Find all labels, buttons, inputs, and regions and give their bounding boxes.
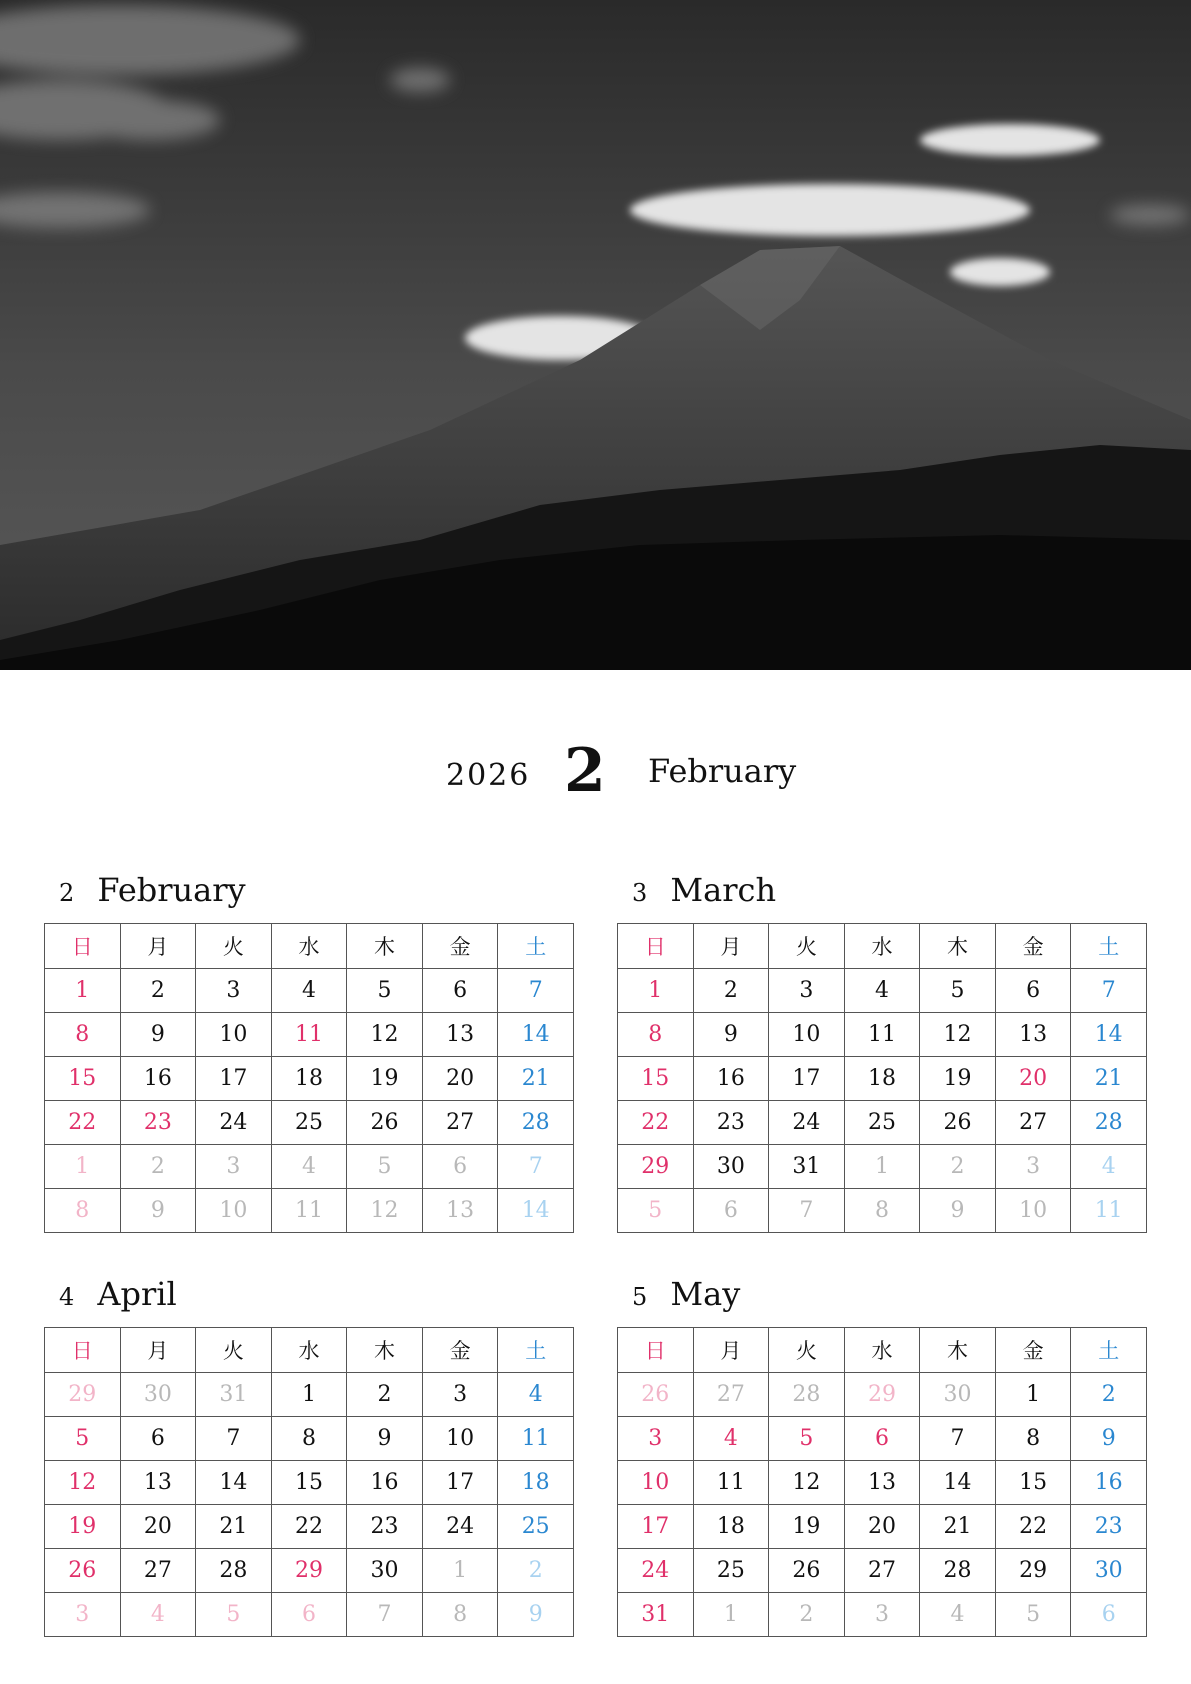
calendar-grid <box>44 923 574 1233</box>
day-cell: 11 <box>693 1461 769 1505</box>
day-cell: 6 <box>995 969 1071 1013</box>
calendar-may <box>617 1275 1147 1637</box>
calendar-month-number: 5 <box>632 1283 648 1311</box>
day-cell: 8 <box>45 1189 121 1233</box>
day-cell: 6 <box>1071 1593 1147 1637</box>
day-cell: 4 <box>498 1373 574 1417</box>
weekday-header: 土 <box>1071 1328 1147 1373</box>
weekday-header: 月 <box>120 924 196 969</box>
day-cell: 8 <box>618 1013 694 1057</box>
day-cell: 24 <box>196 1101 272 1145</box>
day-cell: 10 <box>618 1461 694 1505</box>
day-cell: 5 <box>618 1189 694 1233</box>
calendar-april <box>44 1275 574 1637</box>
day-cell: 4 <box>271 969 347 1013</box>
day-cell: 1 <box>45 969 121 1013</box>
week-row <box>45 1013 574 1057</box>
day-cell: 12 <box>920 1013 996 1057</box>
day-cell: 9 <box>693 1013 769 1057</box>
day-cell: 5 <box>347 1145 423 1189</box>
header-month-number: 2 <box>564 736 606 806</box>
day-cell: 26 <box>347 1101 423 1145</box>
day-cell: 7 <box>1071 969 1147 1013</box>
day-cell: 28 <box>769 1373 845 1417</box>
day-cell: 12 <box>347 1013 423 1057</box>
day-cell: 6 <box>271 1593 347 1637</box>
day-cell: 2 <box>1071 1373 1147 1417</box>
day-cell: 6 <box>422 969 498 1013</box>
day-cell: 10 <box>196 1013 272 1057</box>
day-cell: 5 <box>920 969 996 1013</box>
day-cell: 14 <box>498 1013 574 1057</box>
weekday-header-row <box>618 1328 1147 1373</box>
day-cell: 24 <box>618 1549 694 1593</box>
week-row <box>618 1013 1147 1057</box>
day-cell: 1 <box>45 1145 121 1189</box>
day-cell: 18 <box>498 1461 574 1505</box>
day-cell: 27 <box>844 1549 920 1593</box>
day-cell: 15 <box>45 1057 121 1101</box>
day-cell: 18 <box>844 1057 920 1101</box>
calendar-month-name: March <box>670 871 777 909</box>
day-cell: 15 <box>995 1461 1071 1505</box>
day-cell: 3 <box>769 969 845 1013</box>
week-row <box>45 1505 574 1549</box>
calendar-grid <box>617 923 1147 1233</box>
day-cell: 21 <box>1071 1057 1147 1101</box>
week-row <box>45 1461 574 1505</box>
week-row <box>618 1145 1147 1189</box>
week-row <box>618 1417 1147 1461</box>
day-cell: 13 <box>120 1461 196 1505</box>
week-row <box>45 1057 574 1101</box>
day-cell: 10 <box>995 1189 1071 1233</box>
week-row <box>45 1101 574 1145</box>
weekday-header: 火 <box>196 1328 272 1373</box>
weekday-header: 土 <box>498 924 574 969</box>
week-row <box>618 1057 1147 1101</box>
day-cell: 5 <box>995 1593 1071 1637</box>
day-cell: 22 <box>618 1101 694 1145</box>
day-cell: 11 <box>271 1189 347 1233</box>
day-cell: 25 <box>693 1549 769 1593</box>
day-cell: 7 <box>920 1417 996 1461</box>
day-cell: 8 <box>271 1417 347 1461</box>
week-row <box>45 1417 574 1461</box>
week-row <box>45 1593 574 1637</box>
day-cell: 29 <box>271 1549 347 1593</box>
day-cell: 2 <box>498 1549 574 1593</box>
day-cell: 10 <box>769 1013 845 1057</box>
calendar-month-number: 4 <box>59 1283 75 1311</box>
week-row <box>618 1101 1147 1145</box>
day-cell: 8 <box>844 1189 920 1233</box>
day-cell: 3 <box>618 1417 694 1461</box>
day-cell: 6 <box>120 1417 196 1461</box>
week-row <box>618 1593 1147 1637</box>
day-cell: 20 <box>844 1505 920 1549</box>
week-row <box>45 1189 574 1233</box>
day-cell: 29 <box>45 1373 121 1417</box>
day-cell: 5 <box>347 969 423 1013</box>
day-cell: 30 <box>1071 1549 1147 1593</box>
day-cell: 4 <box>271 1145 347 1189</box>
calendar-month-number: 3 <box>632 879 648 907</box>
day-cell: 23 <box>120 1101 196 1145</box>
day-cell: 28 <box>196 1549 272 1593</box>
weekday-header: 金 <box>422 924 498 969</box>
weekday-header: 日 <box>618 924 694 969</box>
day-cell: 14 <box>920 1461 996 1505</box>
day-cell: 7 <box>769 1189 845 1233</box>
day-cell: 4 <box>693 1417 769 1461</box>
day-cell: 3 <box>422 1373 498 1417</box>
day-cell: 5 <box>45 1417 121 1461</box>
day-cell: 5 <box>769 1417 845 1461</box>
day-cell: 23 <box>693 1101 769 1145</box>
day-cell: 27 <box>693 1373 769 1417</box>
day-cell: 20 <box>422 1057 498 1101</box>
weekday-header: 水 <box>844 924 920 969</box>
week-row <box>618 1189 1147 1233</box>
day-cell: 26 <box>618 1373 694 1417</box>
day-cell: 26 <box>45 1549 121 1593</box>
day-cell: 9 <box>1071 1417 1147 1461</box>
weekday-header: 火 <box>769 1328 845 1373</box>
day-cell: 20 <box>995 1057 1071 1101</box>
day-cell: 7 <box>498 1145 574 1189</box>
day-cell: 31 <box>196 1373 272 1417</box>
calendar-title <box>632 1275 740 1315</box>
day-cell: 4 <box>120 1593 196 1637</box>
week-row <box>45 1373 574 1417</box>
weekday-header: 水 <box>844 1328 920 1373</box>
day-cell: 7 <box>347 1593 423 1637</box>
weekday-header: 日 <box>45 924 121 969</box>
calendar-header <box>0 736 1191 810</box>
calendar-month-number: 2 <box>59 879 75 907</box>
day-cell: 27 <box>995 1101 1071 1145</box>
day-cell: 9 <box>120 1189 196 1233</box>
week-row <box>45 1549 574 1593</box>
day-cell: 31 <box>618 1593 694 1637</box>
day-cell: 19 <box>769 1505 845 1549</box>
day-cell: 30 <box>120 1373 196 1417</box>
day-cell: 16 <box>1071 1461 1147 1505</box>
day-cell: 23 <box>1071 1505 1147 1549</box>
day-cell: 2 <box>347 1373 423 1417</box>
day-cell: 2 <box>120 1145 196 1189</box>
day-cell: 27 <box>422 1101 498 1145</box>
day-cell: 2 <box>769 1593 845 1637</box>
day-cell: 22 <box>45 1101 121 1145</box>
day-cell: 25 <box>844 1101 920 1145</box>
day-cell: 20 <box>120 1505 196 1549</box>
day-cell: 26 <box>920 1101 996 1145</box>
calendar-february <box>44 871 574 1233</box>
day-cell: 1 <box>422 1549 498 1593</box>
day-cell: 26 <box>769 1549 845 1593</box>
day-cell: 13 <box>995 1013 1071 1057</box>
day-cell: 11 <box>1071 1189 1147 1233</box>
weekday-header: 日 <box>618 1328 694 1373</box>
day-cell: 11 <box>844 1013 920 1057</box>
day-cell: 14 <box>1071 1013 1147 1057</box>
day-cell: 1 <box>618 969 694 1013</box>
day-cell: 14 <box>498 1189 574 1233</box>
day-cell: 16 <box>120 1057 196 1101</box>
day-cell: 8 <box>995 1417 1071 1461</box>
day-cell: 13 <box>422 1189 498 1233</box>
weekday-header: 金 <box>422 1328 498 1373</box>
day-cell: 21 <box>196 1505 272 1549</box>
day-cell: 3 <box>196 1145 272 1189</box>
day-cell: 13 <box>422 1013 498 1057</box>
day-cell: 4 <box>844 969 920 1013</box>
day-cell: 1 <box>693 1593 769 1637</box>
day-cell: 19 <box>347 1057 423 1101</box>
day-cell: 24 <box>422 1505 498 1549</box>
week-row <box>618 1461 1147 1505</box>
day-cell: 29 <box>844 1373 920 1417</box>
weekday-header: 木 <box>920 1328 996 1373</box>
weekday-header: 月 <box>120 1328 196 1373</box>
day-cell: 30 <box>693 1145 769 1189</box>
calendar-month-name: April <box>97 1275 177 1313</box>
day-cell: 11 <box>498 1417 574 1461</box>
weekday-header: 土 <box>498 1328 574 1373</box>
day-cell: 24 <box>769 1101 845 1145</box>
weekday-header: 金 <box>995 924 1071 969</box>
day-cell: 3 <box>196 969 272 1013</box>
weekday-header: 木 <box>920 924 996 969</box>
week-row <box>45 1145 574 1189</box>
day-cell: 22 <box>271 1505 347 1549</box>
calendar-title <box>59 871 246 911</box>
weekday-header: 木 <box>347 1328 423 1373</box>
calendar-grid <box>44 1327 574 1637</box>
day-cell: 18 <box>693 1505 769 1549</box>
weekday-header-row <box>45 1328 574 1373</box>
day-cell: 4 <box>1071 1145 1147 1189</box>
calendar-march <box>617 871 1147 1233</box>
week-row <box>618 1373 1147 1417</box>
weekday-header: 水 <box>271 1328 347 1373</box>
day-cell: 27 <box>120 1549 196 1593</box>
weekday-header: 土 <box>1071 924 1147 969</box>
day-cell: 15 <box>271 1461 347 1505</box>
day-cell: 22 <box>995 1505 1071 1549</box>
weekday-header: 月 <box>693 924 769 969</box>
day-cell: 6 <box>693 1189 769 1233</box>
day-cell: 3 <box>995 1145 1071 1189</box>
weekday-header: 金 <box>995 1328 1071 1373</box>
weekday-header: 水 <box>271 924 347 969</box>
day-cell: 30 <box>920 1373 996 1417</box>
day-cell: 17 <box>618 1505 694 1549</box>
calendar-month-name: May <box>670 1275 741 1313</box>
weekday-header: 木 <box>347 924 423 969</box>
day-cell: 9 <box>347 1417 423 1461</box>
day-cell: 18 <box>271 1057 347 1101</box>
day-cell: 7 <box>498 969 574 1013</box>
day-cell: 8 <box>422 1593 498 1637</box>
day-cell: 10 <box>196 1189 272 1233</box>
day-cell: 21 <box>920 1505 996 1549</box>
day-cell: 28 <box>1071 1101 1147 1145</box>
day-cell: 31 <box>769 1145 845 1189</box>
week-row <box>45 969 574 1013</box>
day-cell: 3 <box>844 1593 920 1637</box>
day-cell: 17 <box>196 1057 272 1101</box>
day-cell: 14 <box>196 1461 272 1505</box>
day-cell: 25 <box>271 1101 347 1145</box>
calendar-month-name: February <box>97 871 246 909</box>
day-cell: 9 <box>120 1013 196 1057</box>
day-cell: 4 <box>920 1593 996 1637</box>
weekday-header: 火 <box>769 924 845 969</box>
weekday-header: 火 <box>196 924 272 969</box>
day-cell: 10 <box>422 1417 498 1461</box>
day-cell: 6 <box>422 1145 498 1189</box>
calendar-title <box>632 871 776 911</box>
header-year: 2026 <box>446 758 531 793</box>
week-row <box>618 1505 1147 1549</box>
day-cell: 25 <box>498 1505 574 1549</box>
day-cell: 3 <box>45 1593 121 1637</box>
day-cell: 2 <box>920 1145 996 1189</box>
day-cell: 12 <box>769 1461 845 1505</box>
day-cell: 29 <box>995 1549 1071 1593</box>
day-cell: 1 <box>995 1373 1071 1417</box>
header-month-name: February <box>648 752 797 790</box>
day-cell: 21 <box>498 1057 574 1101</box>
day-cell: 28 <box>920 1549 996 1593</box>
day-cell: 12 <box>347 1189 423 1233</box>
day-cell: 16 <box>347 1461 423 1505</box>
day-cell: 2 <box>693 969 769 1013</box>
weekday-header: 日 <box>45 1328 121 1373</box>
day-cell: 13 <box>844 1461 920 1505</box>
day-cell: 15 <box>618 1057 694 1101</box>
day-cell: 9 <box>498 1593 574 1637</box>
day-cell: 11 <box>271 1013 347 1057</box>
mountain-photo <box>0 0 1191 670</box>
weekday-header: 月 <box>693 1328 769 1373</box>
day-cell: 6 <box>844 1417 920 1461</box>
calendar-grid <box>617 1327 1147 1637</box>
day-cell: 19 <box>920 1057 996 1101</box>
day-cell: 1 <box>271 1373 347 1417</box>
day-cell: 28 <box>498 1101 574 1145</box>
day-cell: 29 <box>618 1145 694 1189</box>
day-cell: 8 <box>45 1013 121 1057</box>
day-cell: 30 <box>347 1549 423 1593</box>
week-row <box>618 969 1147 1013</box>
day-cell: 12 <box>45 1461 121 1505</box>
day-cell: 9 <box>920 1189 996 1233</box>
weekday-header-row <box>618 924 1147 969</box>
day-cell: 19 <box>45 1505 121 1549</box>
day-cell: 5 <box>196 1593 272 1637</box>
day-cell: 23 <box>347 1505 423 1549</box>
day-cell: 7 <box>196 1417 272 1461</box>
day-cell: 2 <box>120 969 196 1013</box>
week-row <box>618 1549 1147 1593</box>
weekday-header-row <box>45 924 574 969</box>
day-cell: 1 <box>844 1145 920 1189</box>
calendar-title <box>59 1275 177 1315</box>
day-cell: 16 <box>693 1057 769 1101</box>
day-cell: 17 <box>769 1057 845 1101</box>
day-cell: 17 <box>422 1461 498 1505</box>
